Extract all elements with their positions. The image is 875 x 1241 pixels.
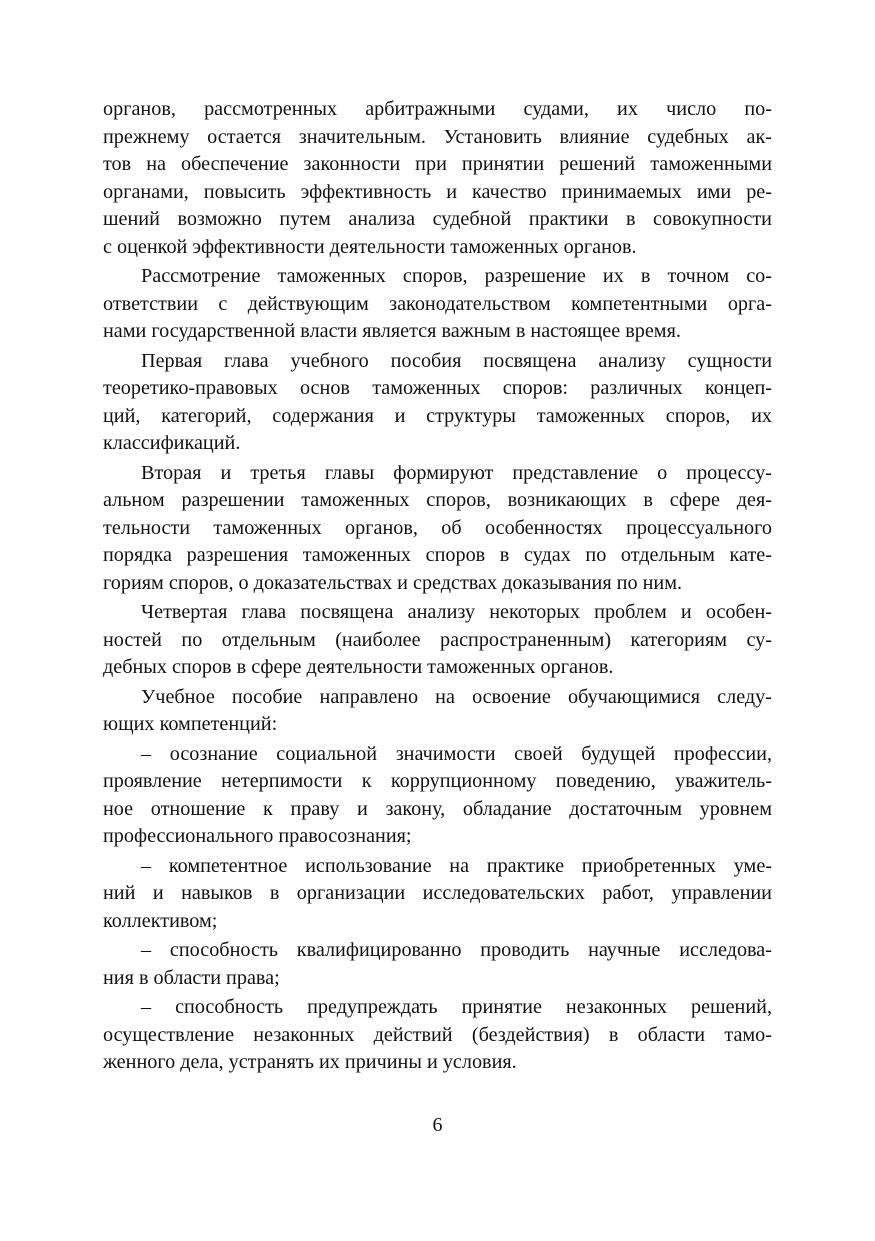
text-line: ющих компетенций: xyxy=(103,713,278,735)
text-line: осуществление незаконных действий (бездействия) в области тамо- xyxy=(103,1023,772,1046)
text-line: тов на обеспечение законности при принятии решений таможенными xyxy=(103,153,772,175)
paragraph xyxy=(103,684,772,739)
paragraph xyxy=(103,853,772,936)
text-line: Вторая и третья главы формируют представление о процессу- xyxy=(141,461,772,484)
text-line: органами, повысить эффективность и качество принимаемых ими ре- xyxy=(103,180,772,203)
text-line: ния в области права; xyxy=(103,966,280,989)
text-line: теоретико-правовых основ таможенных споров: различных концеп- xyxy=(103,377,772,399)
text-line: органов, рассмотренных арбитражными судами, их число по- xyxy=(103,98,772,120)
text-line: проявление нетерпимости к коррупционному поведению, уважитель- xyxy=(103,770,772,792)
paragraph xyxy=(103,348,772,458)
text-line: нами государственной власти является важным в настоящее время. xyxy=(103,320,681,342)
paragraph xyxy=(103,96,772,261)
body-text xyxy=(103,96,772,1079)
text-line: гориям споров, о доказательствах и средствах доказывания по ним. xyxy=(103,571,683,594)
text-line: прежнему остается значительным. Установить влияние судебных ак- xyxy=(103,125,772,148)
text-line: профессионального правосознания; xyxy=(103,825,412,847)
paragraph xyxy=(103,741,772,851)
paragraph xyxy=(103,937,772,992)
text-line: – компетентное использование на практике приобретенных уме- xyxy=(141,854,772,877)
text-line: тельности таможенных органов, об особенностях процессуального xyxy=(103,516,772,539)
text-line: Учебное пособие направлено на освоение обучающимися следу- xyxy=(141,685,772,708)
text-line: дебных споров в сфере деятельности таможенных органов. xyxy=(103,656,614,678)
text-line: Рассмотрение таможенных споров, разрешение их в точном со- xyxy=(141,265,772,287)
text-line: коллективом; xyxy=(103,909,218,932)
text-line: – способность предупреждать принятие незаконных решений, xyxy=(141,996,772,1018)
text-line: классификаций. xyxy=(103,432,241,454)
paragraph xyxy=(103,460,772,598)
text-line: женного дела, устранять их причины и условия. xyxy=(103,1051,517,1073)
text-line: – осознание социальной значимости своей будущей профессии, xyxy=(141,742,772,765)
text-line: ций, категорий, содержания и структуры таможенных споров, их xyxy=(103,404,772,427)
text-line: Четвертая глава посвящена анализу некоторых проблем и особен- xyxy=(141,601,772,623)
paragraph xyxy=(103,994,772,1077)
text-line: шений возможно путем анализа судебной практики в совокупности xyxy=(103,208,772,230)
text-line: с оценкой эффективности деятельности таможенных органов. xyxy=(103,235,637,258)
text-line: ний и навыков в организации исследовательских работ, управлении xyxy=(103,882,772,904)
paragraph xyxy=(103,263,772,346)
text-line: альном разрешении таможенных споров, возникающих в сфере дея- xyxy=(103,489,772,511)
paragraph xyxy=(103,599,772,682)
text-line: – способность квалифицированно проводить научные исследова- xyxy=(141,939,772,961)
page-number: 6 xyxy=(432,1114,443,1136)
text-line: ное отношение к праву и закону, обладание достаточным уровнем xyxy=(103,797,772,820)
text-line: порядка разрешения таможенных споров в судах по отдельным кате- xyxy=(103,544,772,566)
text-line: Первая глава учебного пособия посвящена анализу сущности xyxy=(141,349,772,372)
text-line: ответствии с действующим законодательством компетентными орга- xyxy=(103,292,772,315)
text-line: ностей по отдельным (наиболее распространенным) категориям су- xyxy=(103,628,772,651)
